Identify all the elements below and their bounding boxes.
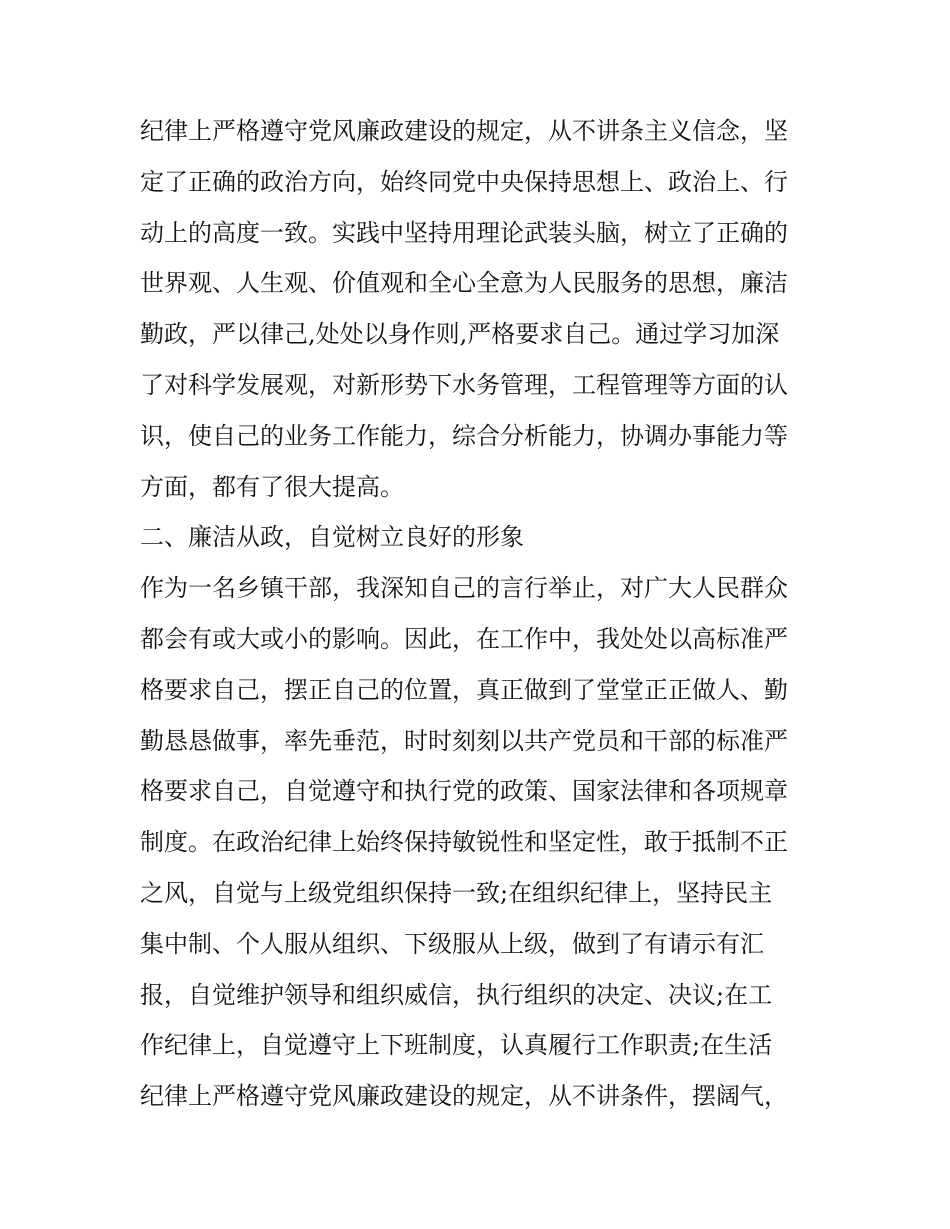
text-line: 定了正确的政治方向，始终同党中央保持思想上、政治上、行: [140, 167, 788, 196]
text-line: 了对科学发展观，对新形势下水务管理，工程管理等方面的认: [140, 370, 788, 399]
text-line: 格要求自己，摆正自己的位置，真正做到了堂堂正正做人、勤: [140, 675, 788, 704]
text-line: 格要求自己，自觉遵守和执行党的政策、国家法律和各项规章: [140, 777, 788, 806]
text-line: 都会有或大或小的影响。因此，在工作中，我处处以高标准严: [140, 624, 788, 653]
text-line: 制度。在政治纪律上始终保持敏锐性和坚定性，敢于抵制不正: [140, 828, 788, 857]
text-line: 作纪律上，自觉遵守上下班制度，认真履行工作职责;在生活: [140, 1031, 773, 1060]
text-line: 世界观、人生观、价值观和全心全意为人民服务的思想，廉洁: [140, 269, 788, 298]
text-line: 识，使自己的业务工作能力，综合分析能力，协调办事能力等: [140, 421, 788, 450]
text-line: 方面，都有了很大提高。: [140, 472, 404, 501]
text-line: 勤政，严以律己,处处以身作则,严格要求自己。通过学习加深: [140, 320, 780, 349]
body-text: [140, 106, 820, 1122]
text-line: 动上的高度一致。实践中坚持用理论武装头脑，树立了正确的: [140, 218, 788, 247]
text-line: 勤恳恳做事，率先垂范，时时刻刻以共产党员和干部的标准严: [140, 726, 788, 755]
section-heading: 二、廉洁从政，自觉树立良好的形象: [140, 523, 524, 552]
text-line: 纪律上严格遵守党风廉政建设的规定，从不讲条件，摆阔气，: [140, 1082, 788, 1111]
text-line: 纪律上严格遵守党风廉政建设的规定，从不讲条主义信念，坚: [140, 117, 788, 145]
text-line: 集中制、个人服从组织、下级服从上级，做到了有请示有汇: [140, 929, 764, 958]
text-line: 作为一名乡镇干部，我深知自己的言行举止，对广大人民群众: [140, 574, 788, 603]
text-line: 之风，自觉与上级党组织保持一致;在组织纪律上，坚持民主: [140, 878, 773, 907]
text-line: 报，自觉维护领导和组织威信，执行组织的决定、决议;在工: [140, 980, 773, 1009]
